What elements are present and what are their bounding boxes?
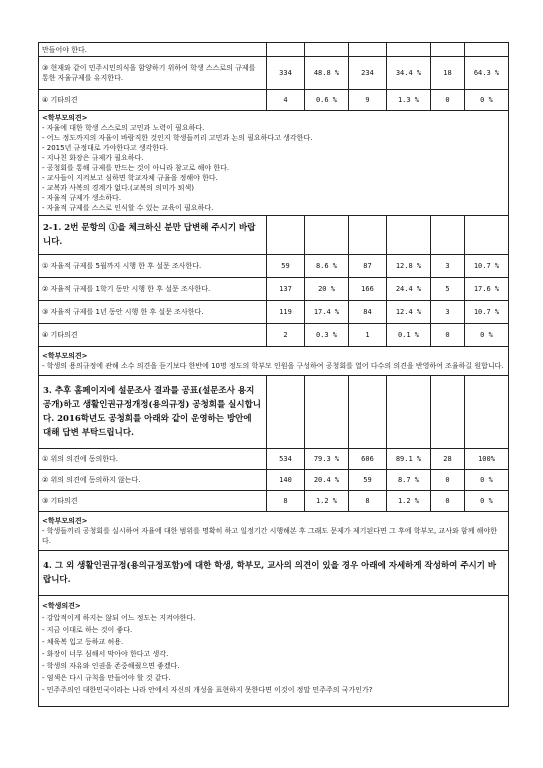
parent-percent: 12.8 % <box>387 255 431 278</box>
student-count: 8 <box>267 491 305 512</box>
teacher-percent: 0 % <box>465 324 509 347</box>
opinion-title: <학부모의견> <box>42 517 88 525</box>
option-label: ③ 현재와 같이 민주시민의식을 함양하기 위하여 학생 스스로의 규제를 통한 자율규제를 유지한다. <box>39 57 267 90</box>
teacher-count: 0 <box>431 90 465 111</box>
opinion-title: <학생의견> <box>42 602 81 610</box>
student-count: 140 <box>267 470 305 491</box>
table-row <box>39 470 509 491</box>
parent-percent: 0.1 % <box>387 324 431 347</box>
question-row <box>39 376 509 449</box>
table-row <box>39 255 509 278</box>
parent-opinions-3 <box>39 512 509 551</box>
question-row <box>39 216 509 255</box>
option-label: ② 위의 의견에 동의하지 않는다. <box>39 470 267 491</box>
student-opinions-4 <box>39 596 509 707</box>
question-4: 4. 그 외 생활인권규정(용의규정포함)에 대한 학생, 학부모, 교사의 의견이 있을 경우 아래에 자세하게 작성하여 주시기 바랍니다. <box>39 551 509 596</box>
table-row <box>39 90 509 111</box>
student-count: 59 <box>267 255 305 278</box>
parent-count: 9 <box>349 90 387 111</box>
teacher-count: 0 <box>431 491 465 512</box>
opinion-row <box>39 512 509 551</box>
student-count: 4 <box>267 90 305 111</box>
parent-percent: 89.1 % <box>387 449 431 470</box>
student-percent: 8.6 % <box>305 255 349 278</box>
section1-top-row <box>39 43 509 57</box>
teacher-percent: 17.6 % <box>465 278 509 301</box>
teacher-count: 28 <box>431 449 465 470</box>
opinion-line: - 지금 이대로 하는 것이 좋다. <box>42 626 133 634</box>
teacher-count: 0 <box>431 324 465 347</box>
parent-percent: 8.7 % <box>387 470 431 491</box>
opinion-title: <학부모의견> <box>42 114 88 122</box>
teacher-percent: 10.7 % <box>465 255 509 278</box>
parent-count: 84 <box>349 301 387 324</box>
teacher-count: 5 <box>431 278 465 301</box>
opinion-row <box>39 596 509 707</box>
opinion-title: <학부모의견> <box>42 352 88 360</box>
teacher-count: 0 <box>431 470 465 491</box>
student-percent: 48.8 % <box>305 57 349 90</box>
teacher-percent: 64.3 % <box>465 57 509 90</box>
option-label: ④ 기타의견 <box>39 324 267 347</box>
teacher-percent: 10.7 % <box>465 301 509 324</box>
student-count: 119 <box>267 301 305 324</box>
teacher-percent: 0 % <box>465 491 509 512</box>
option-label: ① 자율적 규제를 5월까지 시행 한 후 설문 조사한다. <box>39 255 267 278</box>
parent-count: 1 <box>349 324 387 347</box>
parent-percent: 24.4 % <box>387 278 431 301</box>
teacher-count: 18 <box>431 57 465 90</box>
opinion-line: - 체육복 입고 등하교 허용. <box>42 638 124 646</box>
student-percent: 20 % <box>305 278 349 301</box>
table-row <box>39 278 509 301</box>
student-count: 334 <box>267 57 305 90</box>
option-label: ④ 기타의견 <box>39 90 267 111</box>
opinion-line: - 염색은 다시 규칙을 만들어야 할 것 같다. <box>42 674 171 682</box>
option-label: ① 위의 의견에 동의한다. <box>39 449 267 470</box>
table-row <box>39 301 509 324</box>
opinion-row <box>39 347 509 376</box>
survey-table <box>38 42 509 707</box>
teacher-percent: 0 % <box>465 470 509 491</box>
opinion-line: - 화장이 너무 심해서 막아야 한다고 생각. <box>42 650 169 658</box>
table-row <box>39 449 509 470</box>
opinion-line: - 학생의 자유와 인권을 존중해줬으면 좋겠다. <box>42 662 180 670</box>
opinion-line: - 학생의 용의규정에 관해 소수 의견을 듣기보다 한반에 10명 정도의 학부모 인원을 구성하여 공청회를 열어 다수의 의견을 반영하여 조율하길 원합니다. <box>42 362 504 370</box>
teacher-percent: 0 % <box>465 90 509 111</box>
student-count: 534 <box>267 449 305 470</box>
parent-count: 59 <box>349 470 387 491</box>
opinion-line: - 자율에 대한 학생 스스로의 고민과 노력이 필요하다. <box>42 124 205 132</box>
survey-page <box>38 42 508 707</box>
student-percent: 0.3 % <box>305 324 349 347</box>
opinion-row <box>39 111 509 216</box>
parent-percent: 1.3 % <box>387 90 431 111</box>
opinion-line: - 교복과 사복의 경계가 없다.(교복의 의미가 퇴색) <box>42 184 195 192</box>
question-row <box>39 551 509 596</box>
parent-percent: 1.2 % <box>387 491 431 512</box>
opinion-line: - 자율적 규제가 생소하다. <box>42 194 122 202</box>
teacher-percent: 100% <box>465 449 509 470</box>
opinion-line: - 2015년 규정대로 가야한다고 생각한다. <box>42 144 169 152</box>
parent-percent: 34.4 % <box>387 57 431 90</box>
table-row <box>39 57 509 90</box>
parent-count: 87 <box>349 255 387 278</box>
question-3: 3. 추후 홈페이지에 설문조사 결과를 공표(설문조사 용지 공개)하고 생활인권규정개정(용의규정) 공청회를 실시합니다. 2016학년도 공청회를 아래와 같이 운영하는 방안에 대해 답변 부탁드립니다. <box>39 376 267 449</box>
teacher-count: 3 <box>431 301 465 324</box>
table-row <box>39 491 509 512</box>
parent-percent: 12.4 % <box>387 301 431 324</box>
option-label: ③ 자율적 규제를 1년 동안 시행 한 후 설문 조사한다. <box>39 301 267 324</box>
opinion-line: - 지나친 화장은 규제가 필요하다. <box>42 154 144 162</box>
option-label: ② 자율적 규제를 1학기 동안 시행 한 후 설문 조사한다. <box>39 278 267 301</box>
parent-opinions-1 <box>39 111 509 216</box>
student-percent: 79.3 % <box>305 449 349 470</box>
opinion-line: - 공청회를 통해 규제를 만드는 것이 아니라 참고로 해야 한다. <box>42 164 230 172</box>
opinion-line: - 민주주의인 대한민국이라는 나라 안에서 자신의 개성을 표현하지 못한다면 이것이 정말 민주주의 국가인가? <box>42 686 373 694</box>
opinion-line: - 자율적 규제를 스스로 인식할 수 있는 교육이 필요하다. <box>42 204 214 212</box>
opinion-line: - 교사들이 지켜보고 심하면 학교자체 규율을 정해야 한다. <box>42 174 218 182</box>
student-percent: 1.2 % <box>305 491 349 512</box>
question-2-1: 2-1. 2번 문항의 ①을 체크하신 분만 답변해 주시기 바랍니다. <box>39 216 267 255</box>
student-count: 2 <box>267 324 305 347</box>
opinion-line: - 어느 정도까지의 자율이 바람직한 것인지 학생들끼리 고민과 논의 필요하다고 생각한다. <box>42 134 313 142</box>
section1-top-line: 만들어야 한다. <box>39 43 267 57</box>
student-count: 137 <box>267 278 305 301</box>
option-label: ③ 기타의견 <box>39 491 267 512</box>
table-row <box>39 324 509 347</box>
teacher-count: 3 <box>431 255 465 278</box>
opinion-line: - 학생들끼리 공청회를 실시하여 자율에 대한 범위를 명확히 하고 일정기간 시행해본 후 그래도 문제가 제기된다면 그 후에 학부모, 교사와 함께 해야한다. <box>42 527 497 545</box>
parent-count: 606 <box>349 449 387 470</box>
parent-count: 234 <box>349 57 387 90</box>
student-percent: 17.4 % <box>305 301 349 324</box>
parent-opinions-2 <box>39 347 509 376</box>
opinion-line: - 강압적이게 하지는 않되 어느 정도는 지켜야한다. <box>42 614 196 622</box>
parent-count: 8 <box>349 491 387 512</box>
student-percent: 20.4 % <box>305 470 349 491</box>
parent-count: 166 <box>349 278 387 301</box>
student-percent: 0.6 % <box>305 90 349 111</box>
